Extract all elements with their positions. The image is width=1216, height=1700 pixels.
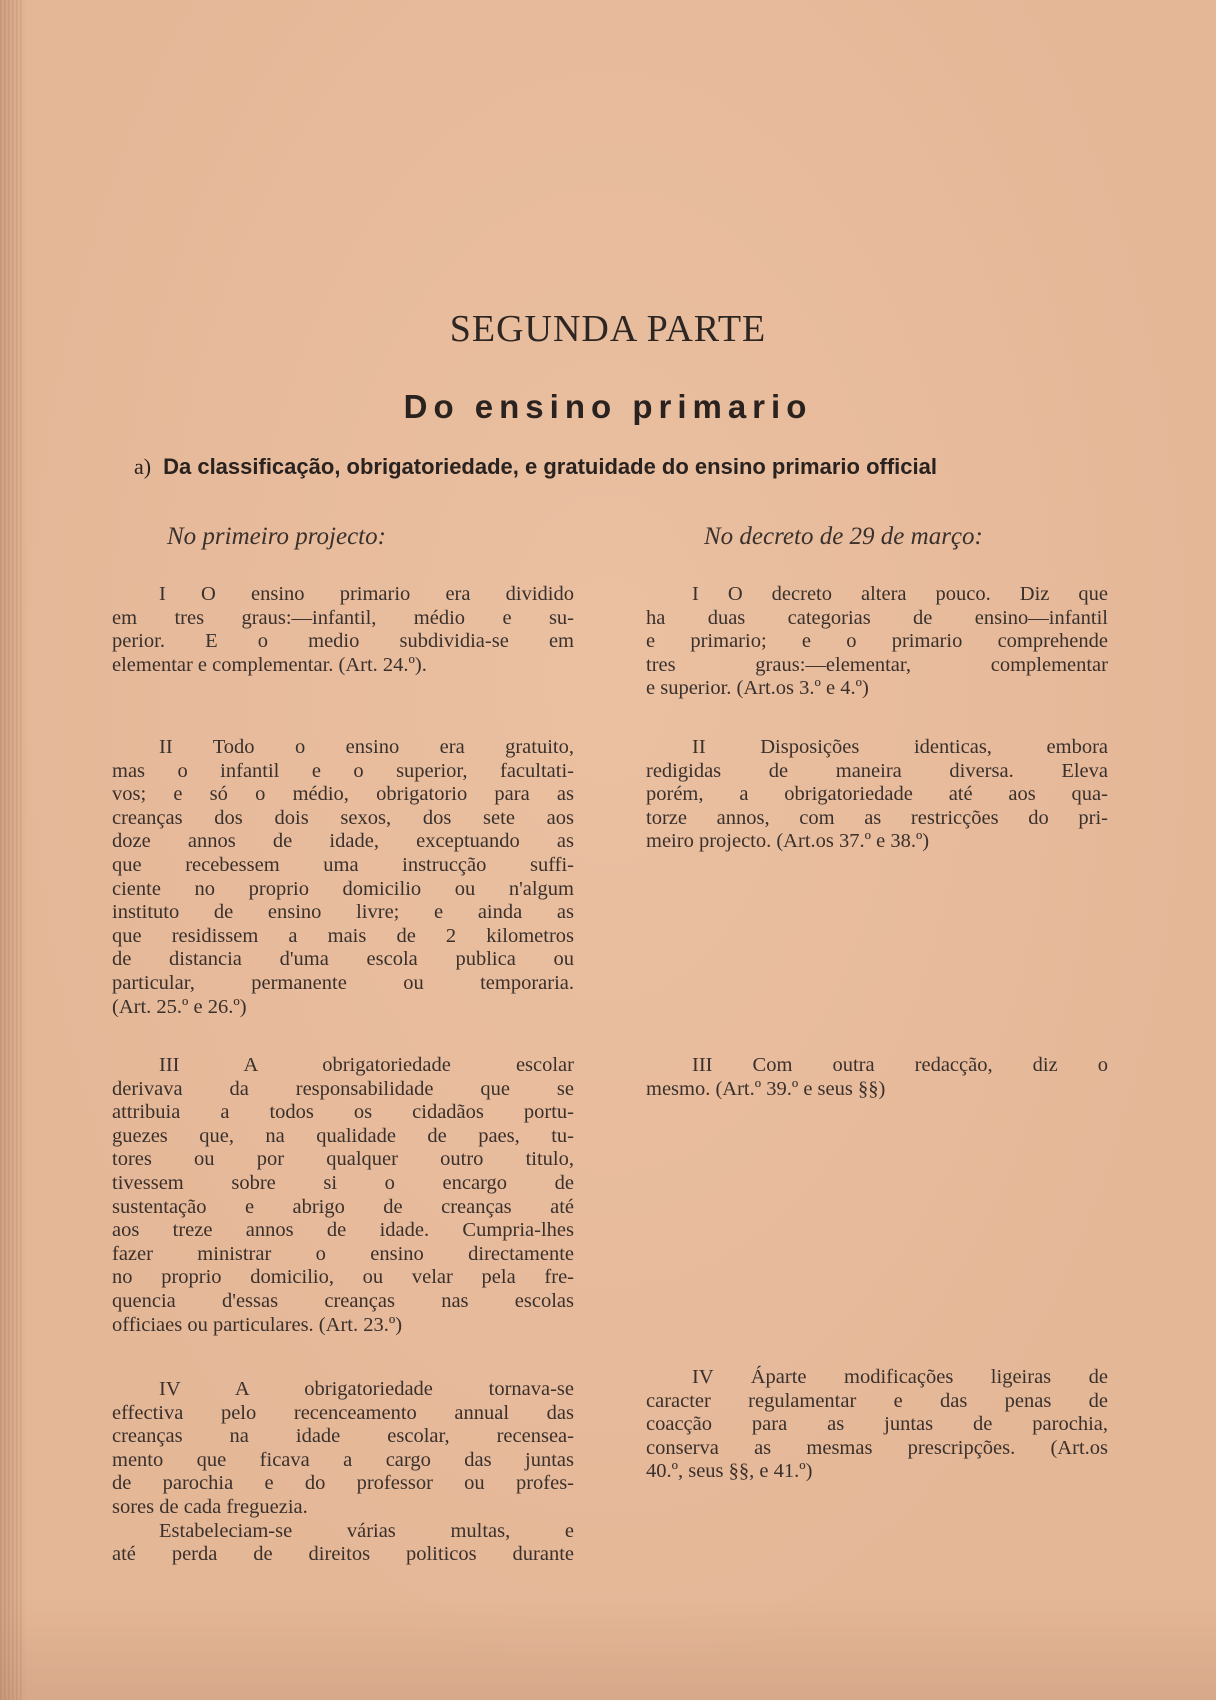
text-line: aos treze annos de idade. Cumpria-lhes xyxy=(112,1219,574,1242)
text-line: I O ensino primario era dividido xyxy=(159,583,574,605)
text-line: de parochia e do professor ou profes- xyxy=(112,1472,574,1495)
text-line: II Disposições identicas, embora xyxy=(692,736,1108,758)
text-line: perior. E o medio subdividia-se em xyxy=(112,630,574,653)
page-edge xyxy=(0,0,22,1700)
text-line: que residissem a mais de 2 kilometros xyxy=(112,924,574,947)
text-line: III Com outra redacção, diz o xyxy=(692,1054,1108,1076)
text-line: instituto de ensino livre; e ainda as xyxy=(112,901,574,924)
section-heading: SEGUNDA PARTE xyxy=(449,308,767,350)
chapter-title: Do ensino primario xyxy=(403,388,813,425)
text-line: doze annos de idade, exceptuando as xyxy=(112,830,574,853)
left-column-heading: No primeiro projecto: xyxy=(167,523,386,550)
text-line: creanças na idade escolar, recensea- xyxy=(112,1425,574,1448)
subsection-text: Da classificação, obrigatoriedade, e gratuidade do ensino primario official xyxy=(163,454,937,479)
text-line: tivessem sobre si o encargo de xyxy=(112,1171,574,1194)
text-line: e primario; e o primario comprehende xyxy=(646,630,1108,653)
text-line: mesmo. (Art.º 39.º e seus §§) xyxy=(646,1077,886,1100)
text-line: mento que ficava a cargo das juntas xyxy=(112,1448,574,1471)
text-line: 40.º, seus §§, e 41.º) xyxy=(646,1460,813,1483)
text-line: IV A obrigatoriedade tornava-se xyxy=(159,1378,574,1400)
left-paragraph-4 xyxy=(112,1378,574,1567)
left-paragraph-3 xyxy=(112,1054,574,1337)
text-line: IV Áparte modificações ligeiras de xyxy=(692,1366,1108,1388)
text-line: torze annos, com as restricções do pri- xyxy=(646,806,1108,829)
text-line: sustentação e abrigo de creanças até xyxy=(112,1195,574,1218)
text-line: attribuia a todos os cidadãos portu- xyxy=(112,1101,574,1124)
subsection-title xyxy=(134,454,937,480)
text-line: ha duas categorias de ensino—infantil xyxy=(646,606,1108,629)
text-line: no proprio domicilio, ou velar pela fre- xyxy=(112,1266,574,1289)
right-paragraph-4 xyxy=(646,1366,1108,1484)
text-line: vos; e só o médio, obrigatorio para as xyxy=(112,783,574,806)
right-paragraph-3 xyxy=(646,1054,1108,1101)
text-line: meiro projecto. (Art.os 37.º e 38.º) xyxy=(646,830,930,853)
text-line: particular, permanente ou temporaria. xyxy=(112,971,574,994)
text-line: creanças dos dois sexos, dos sete aos xyxy=(112,806,574,829)
left-paragraph-2 xyxy=(112,736,574,1019)
text-line: mas o infantil e o superior, facultati- xyxy=(112,759,574,782)
right-column-heading: No decreto de 29 de março: xyxy=(704,523,983,550)
text-line: officiaes ou particulares. (Art. 23.º) xyxy=(112,1313,403,1336)
text-line: tres graus:—elementar, complementar xyxy=(646,653,1108,676)
text-line: I O decreto altera pouco. Diz que xyxy=(692,583,1108,605)
text-line: sores de cada freguezia. xyxy=(112,1495,308,1518)
text-line: ciente no proprio domicilio ou n'algum xyxy=(112,877,574,900)
text-line: derivava da responsabilidade que se xyxy=(112,1077,574,1100)
text-line: caracter regulamentar e das penas de xyxy=(646,1389,1108,1412)
right-paragraph-2 xyxy=(646,736,1108,854)
text-line: effectiva pelo recenceamento annual das xyxy=(112,1401,574,1424)
text-line: Estabeleciam-se várias multas, e xyxy=(159,1519,574,1542)
text-line: e superior. (Art.os 3.º e 4.º) xyxy=(646,677,869,700)
text-line: elementar e complementar. (Art. 24.º). xyxy=(112,653,427,676)
text-line: redigidas de maneira diversa. Eleva xyxy=(646,759,1108,782)
text-line: guezes que, na qualidade de paes, tu- xyxy=(112,1124,574,1147)
text-line: em tres graus:—infantil, médio e su- xyxy=(112,606,574,629)
text-line: quencia d'essas creanças nas escolas xyxy=(112,1289,574,1312)
text-line: III A obrigatoriedade escolar xyxy=(159,1054,574,1076)
right-paragraph-1 xyxy=(646,583,1108,701)
text-line: que recebessem uma instrucção suffi- xyxy=(112,853,574,876)
text-line: até perda de direitos politicos durante xyxy=(112,1543,574,1566)
text-line: tores ou por qualquer outro titulo, xyxy=(112,1148,574,1171)
text-line: porém, a obrigatoriedade até aos qua- xyxy=(646,783,1108,806)
text-line: conserva as mesmas prescripções. (Art.os xyxy=(646,1436,1108,1459)
text-line: coacção para as juntas de parochia, xyxy=(646,1413,1108,1436)
text-line: fazer ministrar o ensino directamente xyxy=(112,1242,574,1265)
text-line: II Todo o ensino era gratuito, xyxy=(159,736,574,758)
text-line: de distancia d'uma escola publica ou xyxy=(112,948,574,971)
left-paragraph-1 xyxy=(112,583,574,677)
text-line: (Art. 25.º e 26.º) xyxy=(112,995,247,1018)
subsection-letter: a) xyxy=(134,454,152,479)
